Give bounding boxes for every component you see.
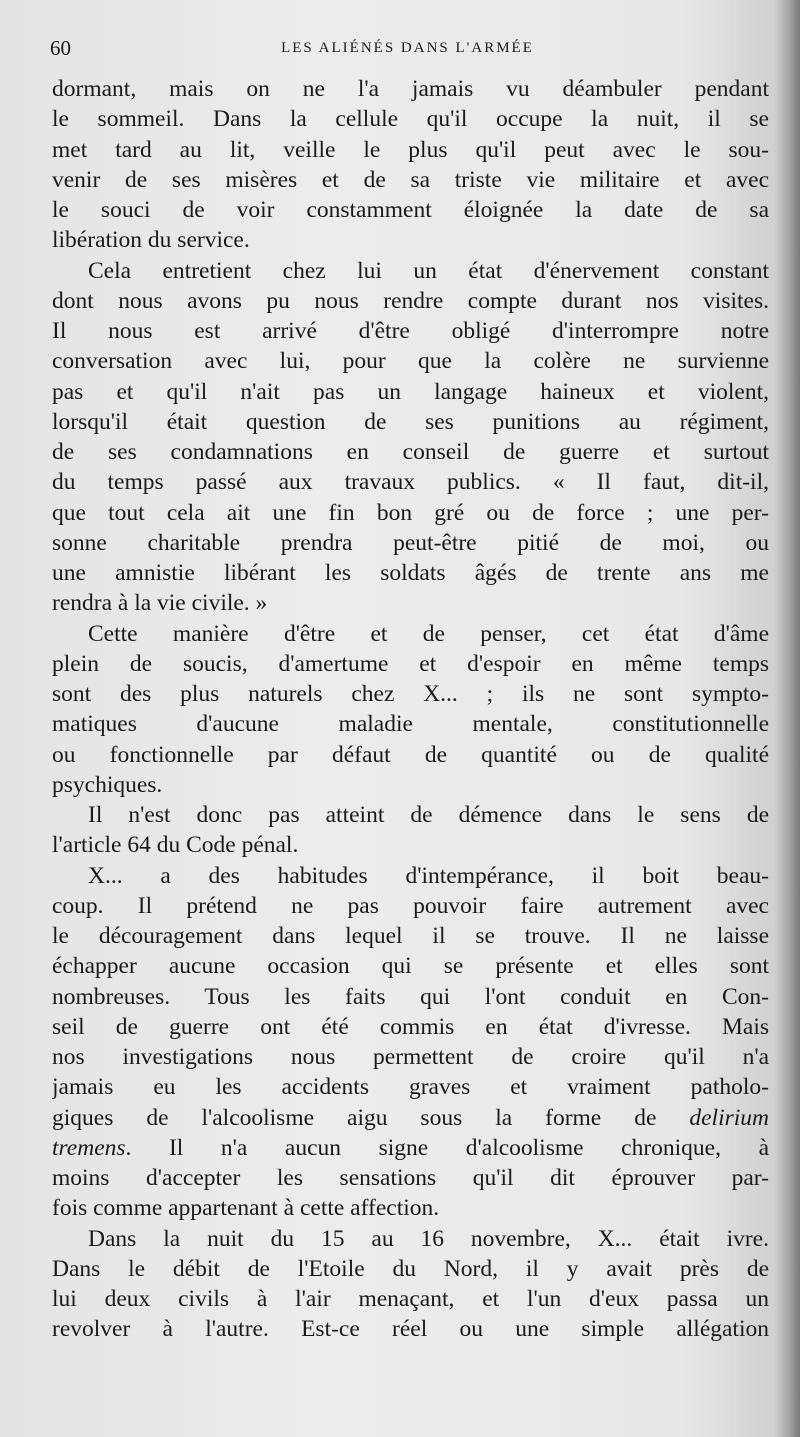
- text-line: seil de guerre ont été commis en état d'ivresse. Mais: [52, 1013, 769, 1040]
- text-line: psychiques.: [52, 771, 163, 798]
- text-line: libération du service.: [52, 227, 250, 254]
- text-line-with-italic: [52, 1133, 769, 1163]
- paragraph-start-line: Cela entretient chez lui un état d'énervement constant: [88, 257, 769, 284]
- text-segment: giques de l'alcoolisme aigu sous la forme de: [52, 1104, 690, 1131]
- text-line: dormant, mais on ne l'a jamais vu déambuler pendant: [52, 76, 769, 102]
- text-line: moins d'accepter les sensations qu'il dit éprouver par-: [52, 1165, 769, 1191]
- text-line: sont des plus naturels chez X... ; ils ne sont sympto-: [52, 681, 769, 707]
- text-line: nos investigations nous permettent de croire qu'il n'a: [52, 1044, 769, 1070]
- text-line: pas et qu'il n'ait pas un langage haineux et violent,: [52, 378, 769, 405]
- text-line-with-italic: [52, 1103, 769, 1133]
- text-line: sonne charitable prendra peut-être pitié de moi, ou: [52, 529, 769, 556]
- text-line: met tard au lit, veille le plus qu'il peut avec le sou-: [52, 136, 769, 163]
- text-line: échapper aucune occasion qui se présente et elles sont: [52, 953, 769, 980]
- italic-term: delirium: [689, 1104, 769, 1131]
- text-line: le sommeil. Dans la cellule qu'il occupe la nuit, il se: [52, 106, 769, 133]
- page-header: [50, 36, 765, 66]
- text-line: jamais eu les accidents graves et vraiment patholo-: [52, 1074, 769, 1101]
- text-line: Dans le débit de l'Etoile du Nord, il y avait près de: [52, 1255, 769, 1282]
- text-line: revolver à l'autre. Est-ce réel ou une simple allégation: [52, 1316, 769, 1343]
- text-line: venir de ses misères et de sa triste vie militaire et avec: [52, 166, 769, 193]
- text-line: du temps passé aux travaux publics. « Il faut, dit-il,: [52, 469, 769, 496]
- text-line: plein de soucis, d'amertume et d'espoir en même temps: [52, 650, 769, 677]
- paragraph-start-line: X... a des habitudes d'intempérance, il boit beau-: [88, 862, 769, 889]
- text-line: lorsqu'il était question de ses punitions au régiment,: [52, 408, 769, 435]
- page-number: 60: [50, 36, 71, 60]
- text-segment: . Il n'a aucun signe d'alcoolisme chronique, à: [125, 1134, 769, 1161]
- running-title: LES ALIÉNÉS DANS L'ARMÉE: [281, 40, 534, 56]
- text-line: ou fonctionnelle par défaut de quantité ou de qualité: [52, 741, 769, 768]
- paragraph-start-line: Dans la nuit du 15 au 16 novembre, X... était ivre.: [88, 1225, 769, 1252]
- text-line: rendra à la vie civile. »: [52, 590, 268, 617]
- paragraph-start-line: Il n'est donc pas atteint de démence dans le sens de: [88, 802, 769, 828]
- text-line: Il nous est arrivé d'être obligé d'interrompre notre: [52, 318, 769, 344]
- body-text: [52, 74, 769, 1345]
- text-line: de ses condamnations en conseil de guerre et surtout: [52, 439, 769, 465]
- text-line: fois comme appartenant à cette affection.: [52, 1195, 440, 1222]
- text-line: conversation avec lui, pour que la colère ne survienne: [52, 348, 769, 375]
- text-line: lui deux civils à l'air menaçant, et l'un d'eux passa un: [52, 1286, 769, 1312]
- text-line: coup. Il prétend ne pas pouvoir faire autrement avec: [52, 892, 769, 919]
- text-line: matiques d'aucune maladie mentale, constitutionnelle: [52, 711, 769, 738]
- text-line: l'article 64 du Code pénal.: [52, 832, 299, 859]
- text-line: le découragement dans lequel il se trouve. Il ne laisse: [52, 923, 769, 949]
- text-line: dont nous avons pu nous rendre compte durant nos visites.: [52, 287, 769, 314]
- text-line: une amnistie libérant les soldats âgés de trente ans me: [52, 560, 769, 586]
- italic-term: tremens: [52, 1134, 126, 1161]
- text-line: le souci de voir constamment éloignée la date de sa: [52, 197, 769, 223]
- text-line: nombreuses. Tous les faits qui l'ont conduit en Con-: [52, 983, 769, 1010]
- paragraph-start-line: Cette manière d'être et de penser, cet état d'âme: [88, 620, 769, 647]
- text-line: que tout cela ait une fin bon gré ou de force ; une per-: [52, 499, 769, 526]
- page-edge-shadow: [774, 0, 800, 1437]
